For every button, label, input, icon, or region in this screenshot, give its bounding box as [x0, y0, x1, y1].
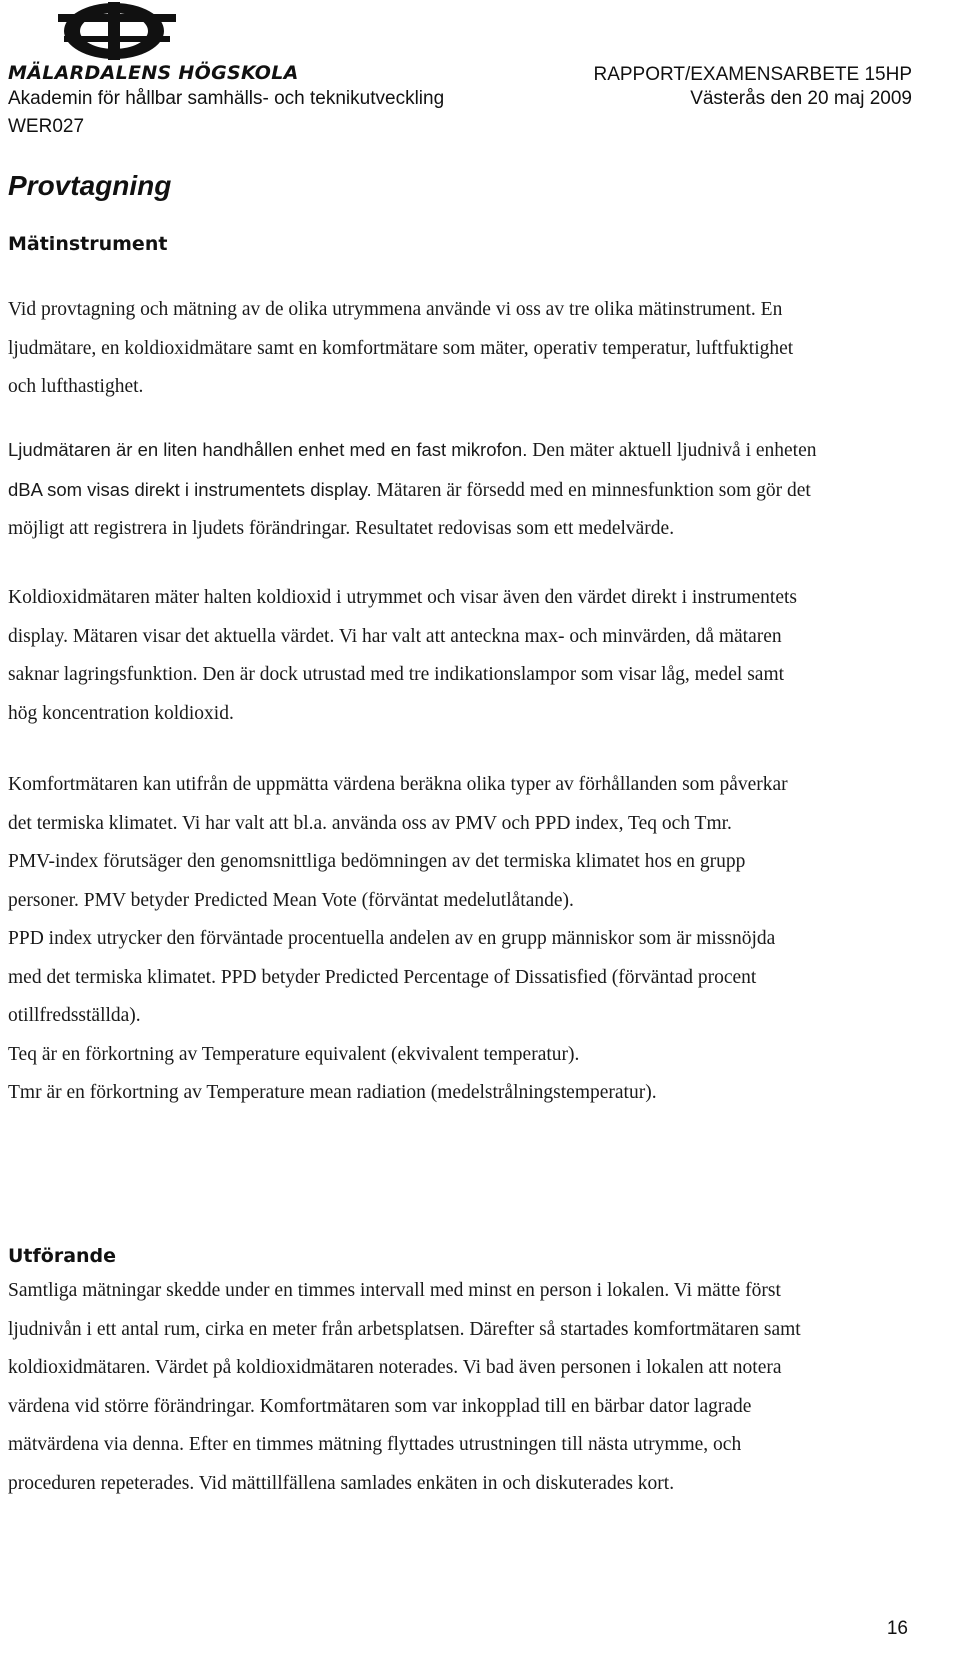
paragraph-line: Samtliga mätningar skedde under en timmes intervall med minst en person i lokalen. Vi mätte först: [8, 1280, 781, 1301]
paragraph-line: dBA som visas direkt i instrumentets display. Mätaren är försedd med en minnesfunktion som gör det: [8, 478, 811, 501]
paragraph-line: med det termiska klimatet. PPD betyder Predicted Percentage of Dissatisfied (förväntad procent: [8, 966, 757, 988]
section-title: Provtagning: [8, 170, 172, 201]
paragraph-line: ljudnivån i ett antal rum, cirka en meter från arbetsplatsen. Därefter så startades komfortmätaren samt: [8, 1318, 801, 1340]
paragraph-line: Komfortmätaren kan utifrån de uppmätta värdena beräkna olika typer av förhållanden som påverkar: [8, 774, 788, 795]
paragraph-line: ljudmätare, en koldioxidmätare samt en komfortmätare som mäter, operativ temperatur, luftfuktighet: [8, 337, 794, 359]
paragraph-line: PMV-index förutsäger den genomsnittliga bedömningen av det termiska klimatet hos en grupp: [8, 851, 746, 872]
paragraph-line: det termiska klimatet. Vi har valt att bl.a. använda oss av PMV och PPD index, Teq och Tmr.: [8, 812, 732, 834]
paragraph-line: värdena vid större förändringar. Komfortmätaren som var inkopplad till en bärbar dator lagrade: [8, 1395, 752, 1417]
course-code: WER027: [8, 116, 85, 137]
intro-paragraph: [8, 291, 948, 407]
academy-name: Akademin för hållbar samhälls- och teknikutveckling: [8, 88, 445, 109]
logo-wordmark: MÄLARDALENS HÖGSKOLA: [8, 62, 299, 84]
paragraph-line: Ljudmätaren är en liten handhållen enhet med en fast mikrofon. Den mäter aktuell ljudnivå i enheten: [8, 439, 817, 461]
paragraph-line: möjligt att registrera in ljudets förändringar. Resultatet redovisas som ett medelvärde.: [8, 518, 675, 539]
university-emblem-icon: [58, 0, 176, 62]
paragraph-line: display. Mätaren visar det aktuella värdet. Vi har valt att anteckna max- och minvärden, då mätaren: [8, 625, 782, 647]
paragraph-line: hög koncentration koldioxid.: [8, 702, 234, 724]
paragraph-line: och lufthastighet.: [8, 376, 144, 397]
university-logo: [8, 0, 299, 90]
page-number: 16: [886, 1618, 908, 1639]
paragraph-line: koldioxidmätaren. Värdet på koldioxidmätaren noterades. Vi bad även personen i lokalen att notera: [8, 1357, 782, 1378]
paragraph-line: PPD index utrycker den förväntade procentuella andelen av en grupp människor som är missnöjda: [8, 928, 776, 949]
place-date: Västerås den 20 maj 2009: [690, 88, 912, 109]
paragraph-line: Tmr är en förkortning av Temperature mean radiation (medelstrålningstemperatur).: [8, 1082, 657, 1103]
report-type: RAPPORT/EXAMENSARBETE 15HP: [593, 64, 912, 85]
paragraph-line: Teq är en förkortning av Temperature equivalent (ekvivalent temperatur).: [8, 1043, 580, 1065]
paragraph-line: saknar lagringsfunktion. Den är dock utrustad med tre indikationslampor som visar låg, medel samt: [8, 664, 785, 685]
subsection-title: Mätinstrument: [8, 233, 168, 255]
comfort-meter-paragraph: [8, 766, 948, 1113]
paragraph-line: proceduren repeterades. Vid mättillfällena samlades enkäten in och diskuterades kort.: [8, 1472, 675, 1494]
paragraph-line: Koldioxidmätaren mäter halten koldioxid i utrymmet och visar även den värdet direkt i instrumentets: [8, 587, 797, 608]
execution-heading: Utförande: [8, 1245, 117, 1267]
paragraph-line: Vid provtagning och mätning av de olika utrymmena använde vi oss av tre olika mätinstrument. En: [8, 299, 783, 320]
paragraph-line: mätvärdena via denna. Efter en timmes mätning flyttades utrustningen till nästa utrymme, och: [8, 1434, 742, 1455]
paragraph-line: otillfredsställda).: [8, 1005, 141, 1026]
co2-meter-paragraph: [8, 579, 948, 733]
paragraph-line: personer. PMV betyder Predicted Mean Vote (förväntat medelutlåtande).: [8, 889, 574, 911]
sound-meter-paragraph: [8, 431, 948, 549]
execution-paragraph: [8, 1272, 948, 1503]
